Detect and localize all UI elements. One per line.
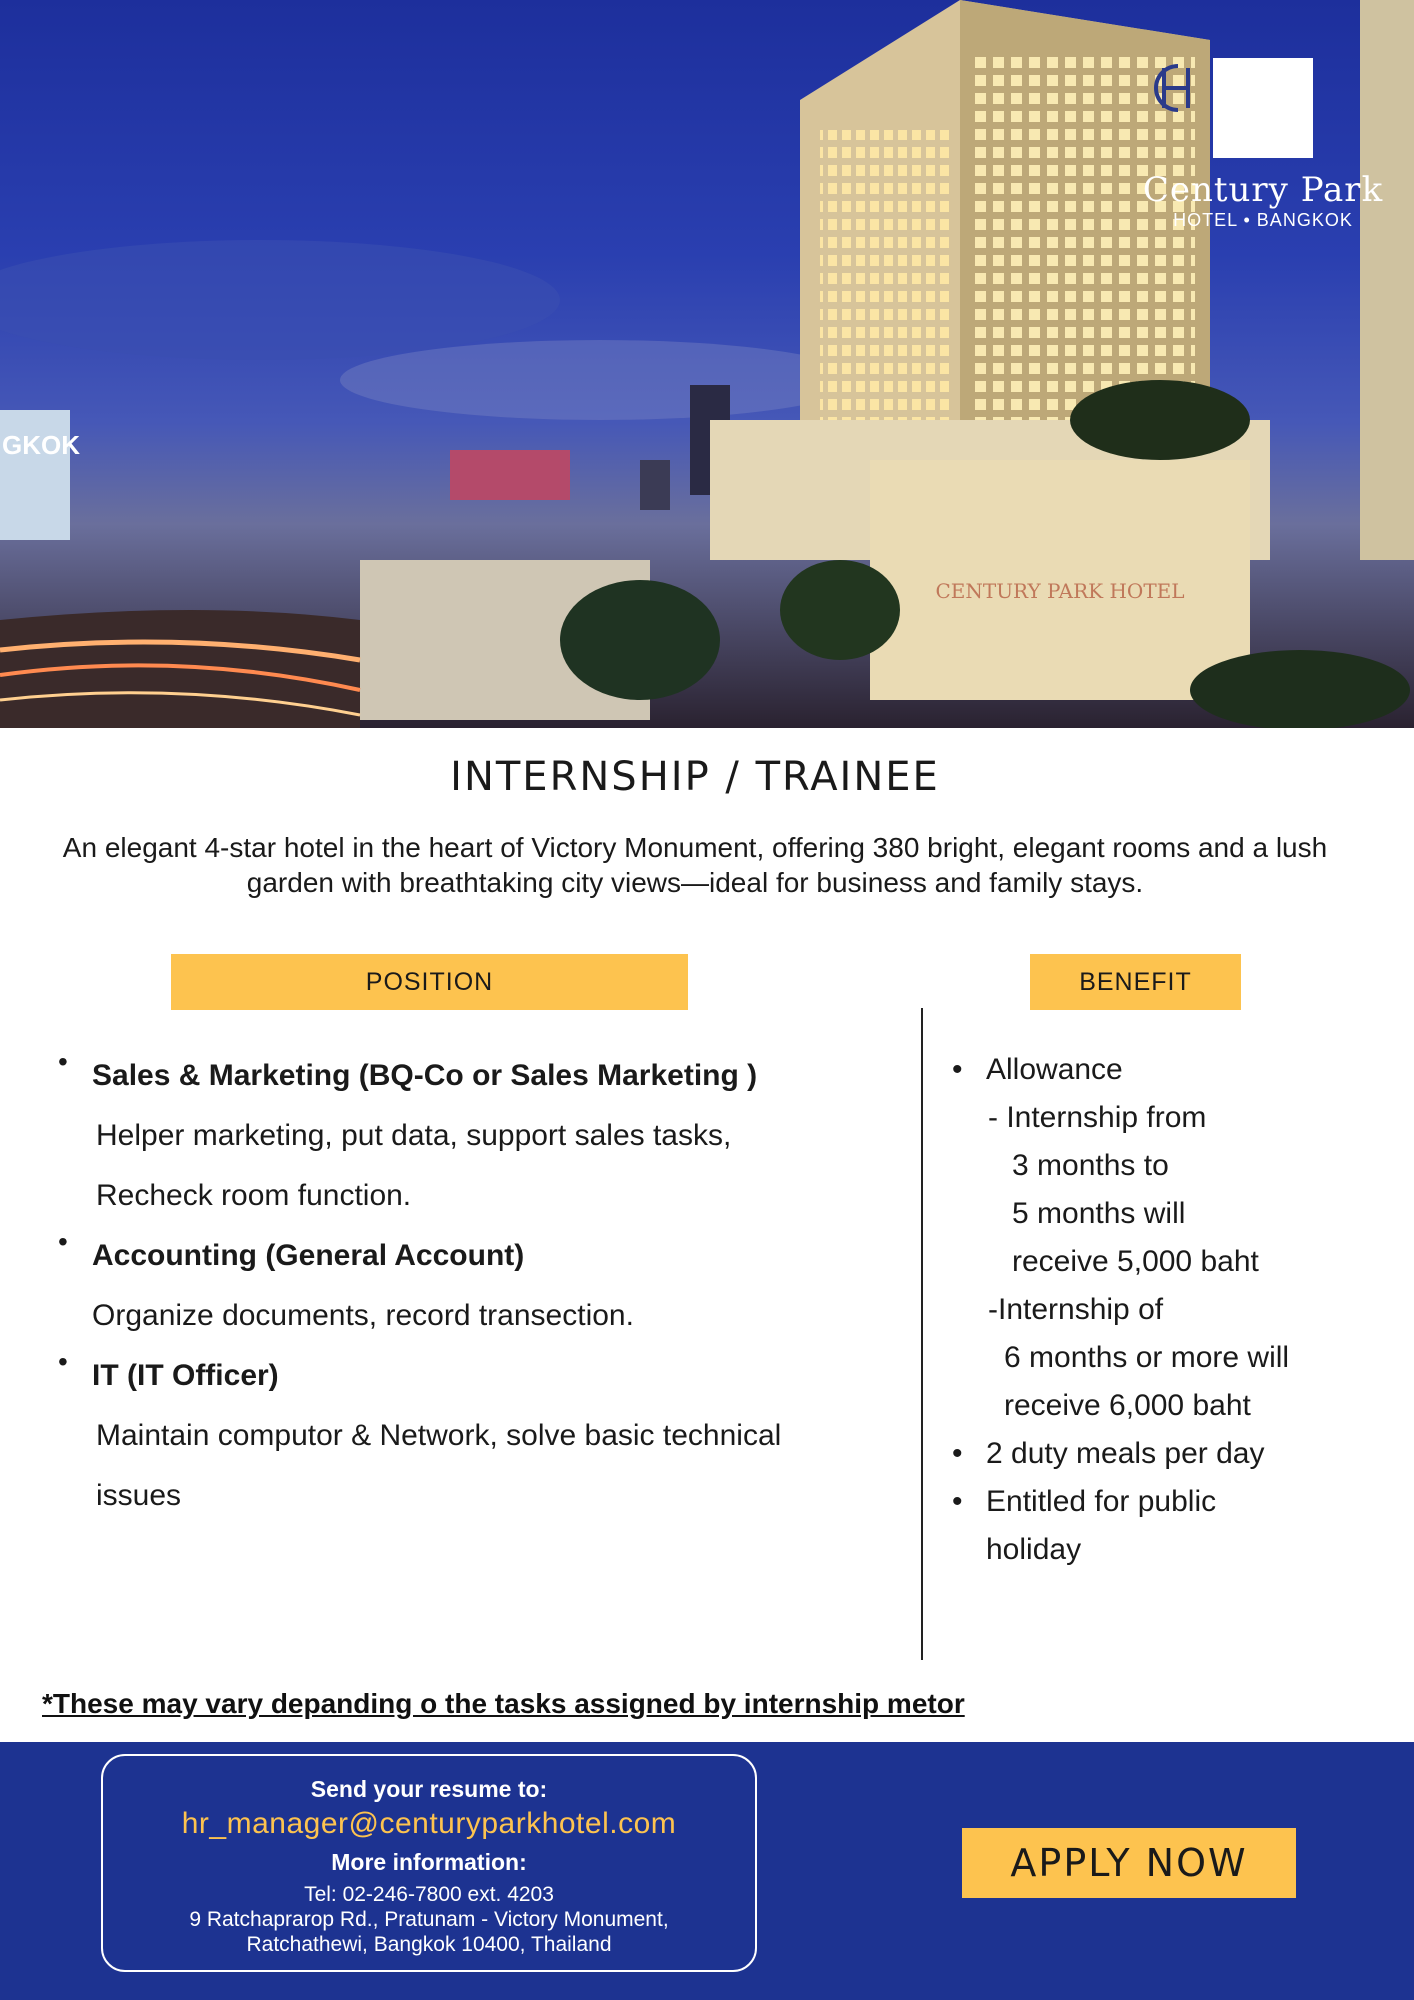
bullet-icon: •: [58, 1346, 68, 1377]
benefit-detail: 5 months will: [1012, 1197, 1186, 1230]
benefit-item: [950, 1430, 1370, 1478]
position-description: issues: [96, 1479, 182, 1512]
benefit-detail: 3 months to: [1012, 1149, 1169, 1182]
position-description: Organize documents, record transection.: [92, 1299, 634, 1332]
benefit-item: [950, 1478, 1370, 1526]
page-title: INTERNSHIP / TRAINEE: [450, 754, 940, 800]
benefit-detail: holiday: [986, 1533, 1082, 1566]
position-header: POSITION: [171, 954, 688, 1010]
position-description: Recheck room function.: [96, 1179, 412, 1212]
benefit-list: [950, 1046, 1370, 1574]
position-title: Sales & Marketing (BQ-Co or Sales Marketing ): [92, 1059, 758, 1092]
billboard-text: GKOK: [2, 430, 80, 460]
disclaimer-note: *These may vary depanding o the tasks assigned by internship metor: [42, 1688, 965, 1719]
bullet-icon: •: [58, 1046, 68, 1077]
benefit-detail: -Internship of: [988, 1293, 1164, 1326]
position-item: [56, 1226, 896, 1346]
benefit-meals: 2 duty meals per day: [986, 1437, 1265, 1470]
position-list: [56, 1046, 896, 1526]
bullet-icon: •: [952, 1053, 963, 1086]
hotel-name: Century Park: [1142, 170, 1384, 210]
benefit-item: [950, 1046, 1370, 1094]
hotel-sign: CENTURY PARK HOTEL: [935, 579, 1185, 603]
benefit-detail: - Internship from: [988, 1101, 1207, 1134]
email-link[interactable]: hr_manager@centuryparkhotel.com: [181, 1807, 677, 1840]
address-line: 9 Ratchaprarop Rd., Pratunam - Victory Monument,: [189, 1908, 669, 1931]
benefit-detail: 6 months or more will: [1004, 1341, 1290, 1374]
hero-photo: [0, 0, 1414, 728]
position-description: Maintain computor & Network, solve basic technical: [96, 1419, 782, 1452]
benefit-detail: receive 5,000 baht: [1012, 1245, 1259, 1278]
phone-number: Tel: 02-246-7800 ext. 4203: [304, 1883, 554, 1906]
bullet-icon: •: [952, 1485, 963, 1518]
hc-monogram-icon: [1138, 58, 1208, 118]
position-item: [56, 1346, 896, 1526]
position-title: Accounting (General Account): [92, 1239, 525, 1272]
more-info-label: More information:: [331, 1849, 527, 1875]
position-item: [56, 1046, 896, 1226]
apply-now-button[interactable]: APPLY NOW: [962, 1828, 1296, 1898]
hotel-location: HOTEL • BANGKOK: [1173, 210, 1353, 230]
bullet-icon: •: [58, 1226, 68, 1257]
send-resume-label: Send your resume to:: [310, 1776, 548, 1802]
column-divider: [921, 1008, 923, 1660]
benefit-allowance: Allowance: [986, 1053, 1123, 1086]
position-title: IT (IT Officer): [92, 1359, 279, 1392]
logo-monogram: [1213, 58, 1313, 158]
hotel-logo: [1138, 58, 1388, 231]
intro-text: An elegant 4-star hotel in the heart of Victory Monument, offering 380 bright, elegant rooms and a lush garden with breathtaking city views—ideal for business and family stays.: [62, 832, 1328, 898]
contact-box: [101, 1754, 757, 1972]
benefit-header: BENEFIT: [1030, 954, 1241, 1010]
address-line: Ratchathewi, Bangkok 10400, Thailand: [246, 1933, 612, 1956]
position-description: Helper marketing, put data, support sales tasks,: [96, 1119, 732, 1152]
benefit-holiday: Entitled for public: [986, 1485, 1217, 1518]
bullet-icon: •: [952, 1437, 963, 1470]
benefit-detail: receive 6,000 baht: [1004, 1389, 1251, 1422]
